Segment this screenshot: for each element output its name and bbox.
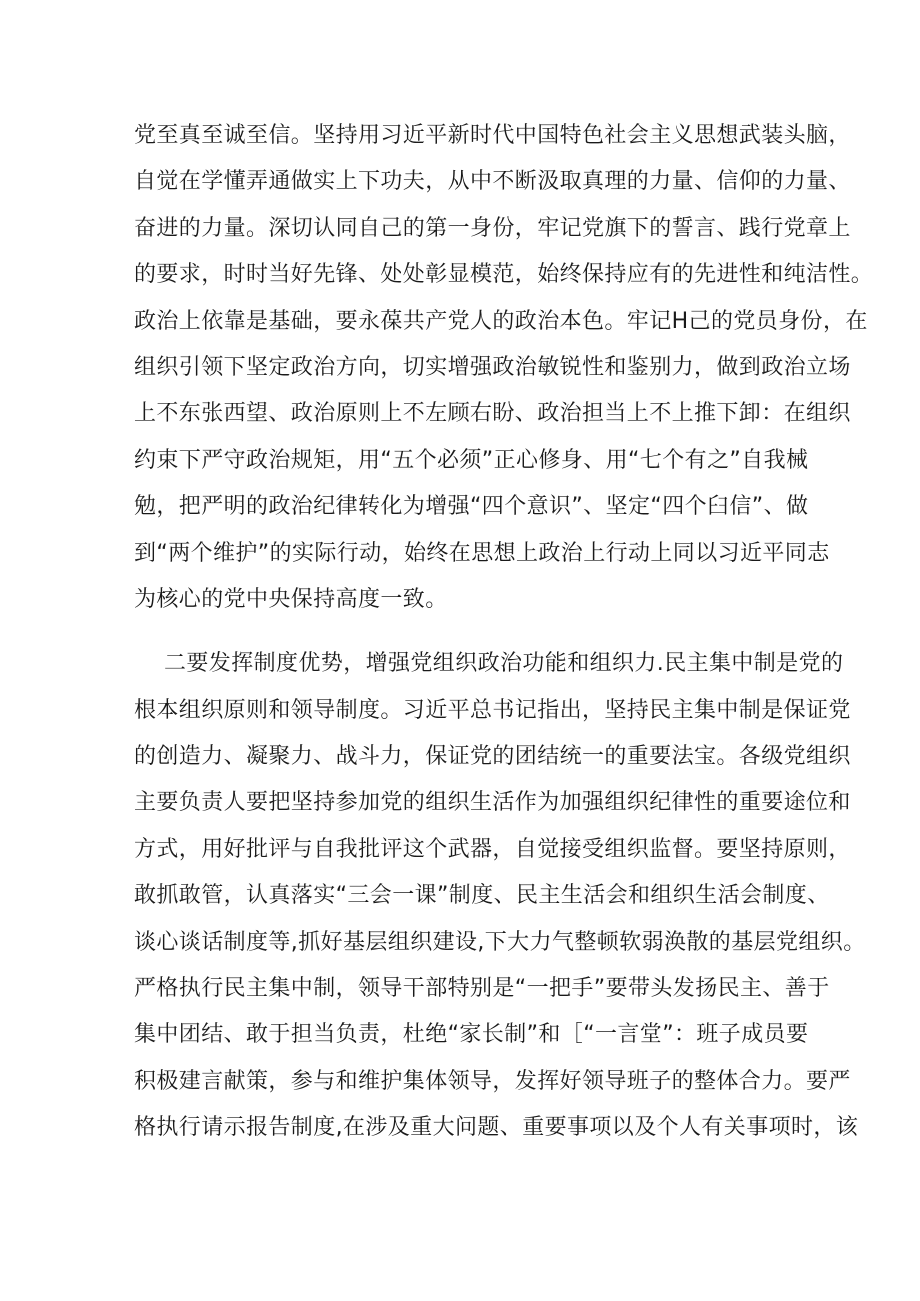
text-line: 的要求，时时当好先锋、处处彰显模范，始终保持应有的先进性和纯洁性。: [134, 262, 874, 288]
text-line: 勉，把严明的政治纪律转化为增强“四个意识”、坚定“四个臼信”、做: [134, 494, 809, 520]
text-line: 格执行请示报告制度,在涉及重大问题、重要事项以及个人有关事项时，该: [134, 1115, 859, 1141]
paragraph-first-line: [134, 641, 844, 687]
text-line: 谈心谈话制度等,抓好基层组织建设,下大力气整顿软弱涣散的基层党组织。: [134, 929, 866, 955]
text-line: 严格执行民主集中制，领导干部特别是“一把手”要带头发扬民主、善于: [134, 976, 830, 1002]
text-line: 党至真至诚至信。坚持用习近平新时代中国特色社会主义思想武装头脑，: [134, 123, 851, 148]
text-line: 主要负责人要把坚持参加党的组织生活作为加强组织纪律性的重要途位和: [134, 790, 851, 816]
document-body: [134, 113, 874, 1152]
text-line: 自觉在学懂弄通做实上下功夫，从中不断汲取真理的力量、信仰的力量、: [134, 169, 851, 195]
text-line: 到“两个维护”的实际行动，始终在思想上政治上行动上同以习近平同志: [134, 540, 830, 566]
text-line: 组织引领下坚定政治方向，切实增强政治敏锐性和鉴别力，做到政治立场: [134, 354, 851, 380]
paragraph-gap: [134, 623, 796, 641]
text-line: 为核心的党中央保持高度一致。: [134, 586, 448, 612]
text-line: 积极建言献策，参与和维护集体领导，发挥好领导班子的整体合力。要严: [134, 1068, 851, 1094]
text-line: 二要发挥制度优势，增强党组织政治功能和组织力.民主集中制是党的: [164, 651, 844, 677]
text-line: 方式，用好批评与自我批评这个武器，自觉接受组织监督。要坚持原则，: [134, 836, 851, 862]
text-line: 集中团结、敢于担当负责，杜绝“家长制”和［“一言堂”：班子成员要: [134, 1022, 809, 1048]
text-line: 政治上依靠是基础，要永葆共产党人的政治本色。牢记H己的党员身份，在: [134, 308, 868, 334]
text-line: 敢抓敢管，认真落实“三会一课”制度、民主生活会和组织生活会制度、: [134, 883, 830, 909]
text-line: 约束下严守政治规矩，用“五个必须”正心修身、用“七个有之”自我械: [134, 447, 809, 473]
text-line: 根本组织原则和领导制度。习近平总书记指出，坚持民主集中制是保证党: [134, 697, 851, 723]
text-line: 上不东张西望、政治原则上不左顾右盼、政治担当上不上推下卸：在组织: [134, 401, 851, 427]
text-line: 的创造力、凝聚力、战斗力，保证党的团结统一的重要法宝。各级党组织: [134, 744, 851, 770]
text-line: 奋进的力量。深切认同自己的第一身份，牢记党旗下的誓言、践行党章上: [134, 215, 851, 241]
